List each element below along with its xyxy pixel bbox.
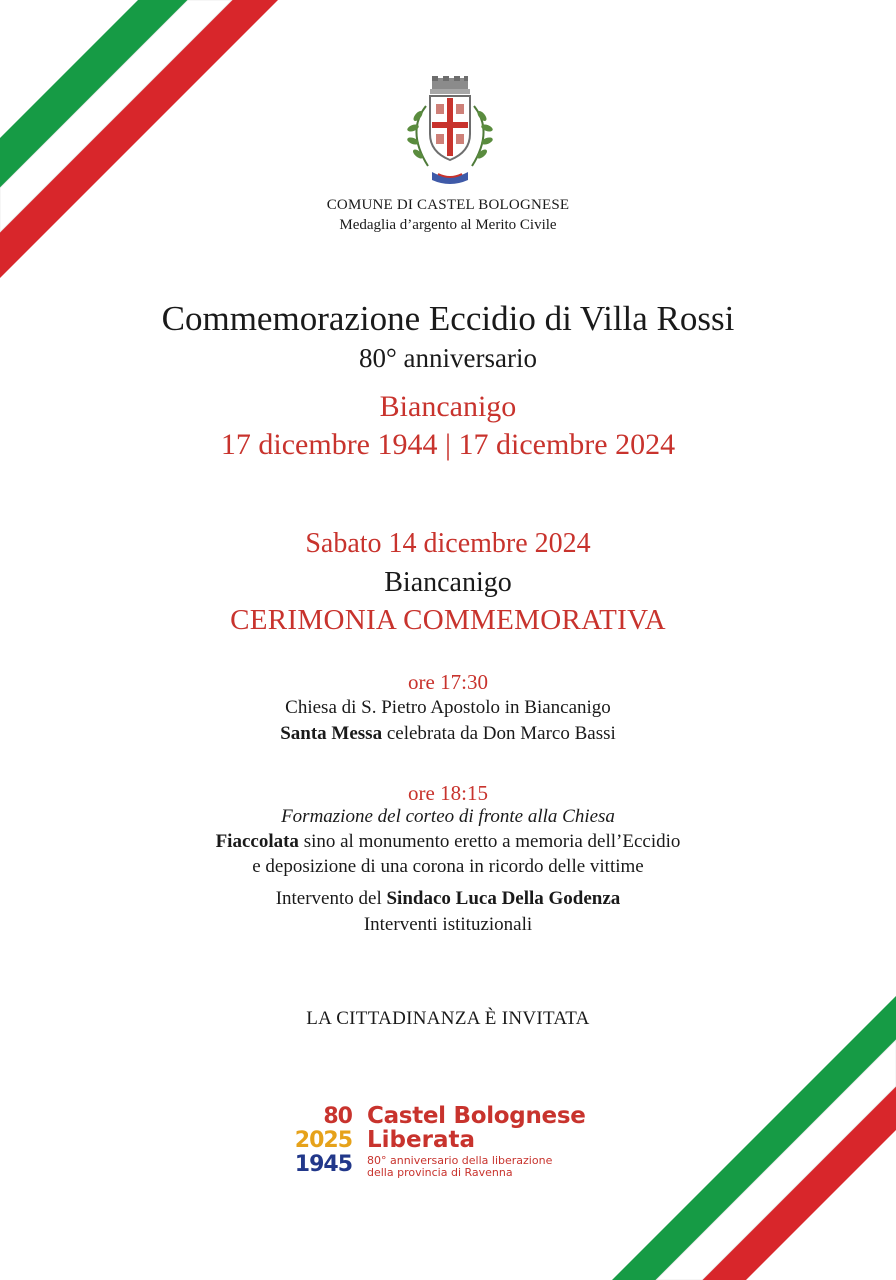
event-anniversary: 80° anniversario — [359, 343, 537, 373]
top-left-ribbon — [0, 0, 278, 278]
mayor-prefix: Intervento del — [275, 888, 387, 909]
ceremony-place: Biancanigo — [384, 567, 512, 598]
coat-of-arms-icon — [398, 76, 502, 192]
program-first-mass — [0, 723, 896, 745]
event-dates: 17 dicembre 1944 | 17 dicembre 2024 — [220, 428, 676, 461]
logo-number-2025: 2025 — [294, 1128, 352, 1153]
mass-label: Santa Messa — [280, 723, 383, 744]
logo-number-1945: 1945 — [294, 1152, 352, 1177]
program-second-torchlight — [0, 831, 896, 853]
municipality-honor: Medaglia d’argento al Merito Civile — [339, 217, 557, 233]
ceremony-name: CERIMONIA COMMEMORATIVA — [230, 604, 666, 636]
torchlight-detail: sino al monumento eretto a memoria dell’Eccidio — [298, 831, 681, 852]
program-second-mayor — [0, 888, 896, 910]
logo-title-line1: Castel Bolognese — [367, 1103, 586, 1129]
liberation-anniversary-logo — [292, 1104, 622, 1184]
ceremony-date: Sabato 14 dicembre 2024 — [305, 528, 591, 559]
event-title: Commemorazione Eccidio di Villa Rossi — [161, 299, 735, 338]
bottom-right-ribbon — [612, 996, 896, 1280]
logo-title-line2: Liberata — [367, 1127, 475, 1153]
program-second-wreath: e deposizione di una corona in ricordo delle vittime — [252, 856, 644, 877]
mass-detail: celebrata da Don Marco Bassi — [382, 723, 616, 744]
program-second-procession: Formazione del corteo di fronte alla Chiesa — [281, 806, 615, 827]
municipality-name: COMUNE DI CASTEL BOLOGNESE — [326, 197, 570, 213]
event-place: Biancanigo — [379, 390, 517, 423]
program-first-location: Chiesa di S. Pietro Apostolo in Biancanigo — [285, 697, 611, 718]
program-first-time: ore 17:30 — [408, 670, 488, 694]
logo-subtitle-line1: 80° anniversario della liberazione — [367, 1154, 553, 1167]
invitation: LA CITTADINANZA È INVITATA — [306, 1008, 590, 1029]
logo-subtitle-line2: della provincia di Ravenna — [367, 1166, 513, 1179]
logo-number-80: 80 — [323, 1104, 352, 1129]
mayor-name: Sindaco Luca Della Godenza — [386, 888, 621, 909]
program-second-speeches: Interventi istituzionali — [363, 914, 533, 935]
torchlight-label: Fiaccolata — [215, 831, 299, 852]
program-second-time: ore 18:15 — [408, 781, 488, 805]
